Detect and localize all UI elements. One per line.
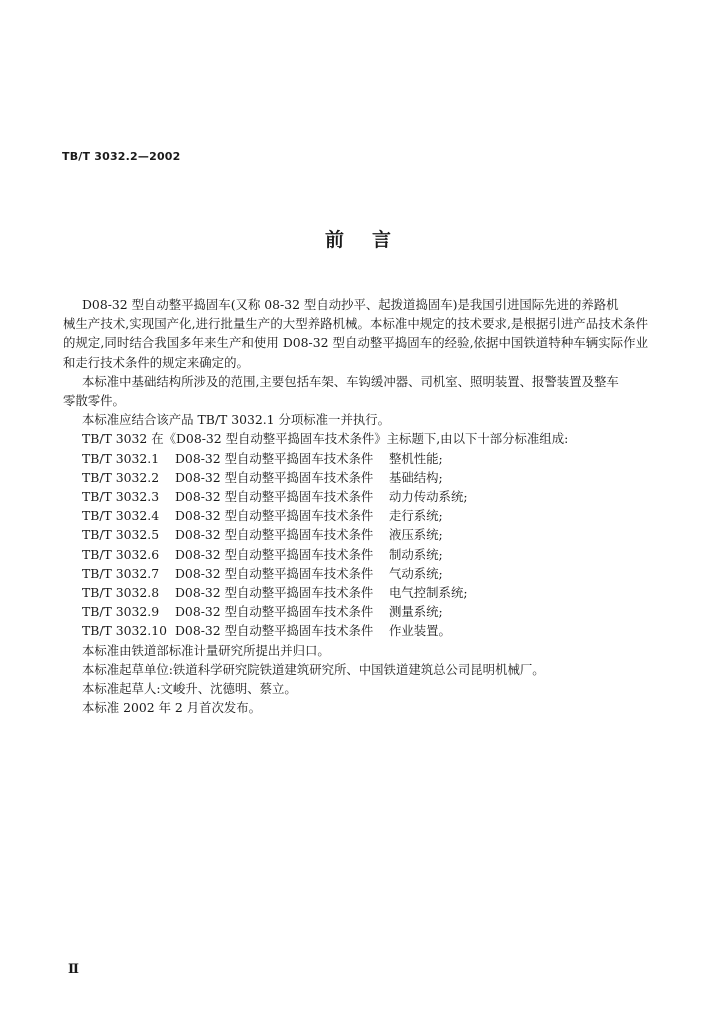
page-number: Ⅱ xyxy=(68,962,79,977)
paragraph-scope-rest: 零散零件。 xyxy=(63,393,125,409)
standard-name: D08-32 型自动整平捣固车技术条件 xyxy=(175,450,374,466)
paragraph-related-standard: 本标准应结合该产品 TB/T 3032.1 分项标准一并执行。 xyxy=(82,412,391,428)
standards-list xyxy=(82,449,648,641)
standard-item xyxy=(82,468,648,487)
paragraph-proposer: 本标准由铁道部标准计量研究所提出并归口。 xyxy=(82,642,330,658)
standard-item xyxy=(82,583,648,602)
standard-item xyxy=(82,449,648,468)
standard-name: D08-32 型自动整平捣固车技术条件 xyxy=(175,469,374,485)
paragraph-intro-line1: D08-32 型自动整平捣固车(又称 08-32 型自动抄平、起拨道捣固车)是我国引进国际先进的养路机 xyxy=(82,297,619,312)
paragraph-drafting-units: 本标准起草单位:铁道科学研究院铁道建筑研究所、中国铁道建筑总公司昆明机械厂。 xyxy=(82,661,545,677)
standard-name: D08-32 型自动整平捣固车技术条件 xyxy=(175,489,374,505)
standard-item xyxy=(82,487,648,506)
standard-part: 走行系统; xyxy=(389,508,443,524)
standard-item xyxy=(82,602,648,621)
standard-item xyxy=(82,621,648,640)
standard-part: 电气控制系统; xyxy=(389,585,468,601)
standard-part: 整机性能; xyxy=(389,450,443,466)
document-code: TB/T 3032.2—2002 xyxy=(62,150,181,163)
standard-code: TB/T 3032.2 xyxy=(82,469,160,485)
standard-item xyxy=(82,564,648,583)
standard-code: TB/T 3032.8 xyxy=(82,585,160,601)
page-title: 前言 xyxy=(324,229,419,251)
standard-part: 液压系统; xyxy=(389,527,443,543)
paragraph-structure: TB/T 3032 在《D08-32 型自动整平捣固车技术条件》主标题下,由以下十部分标准组成: xyxy=(82,431,569,447)
standard-name: D08-32 型自动整平捣固车技术条件 xyxy=(175,585,374,601)
standard-name: D08-32 型自动整平捣固车技术条件 xyxy=(175,527,374,543)
paragraph-scope-line1: 本标准中基础结构所涉及的范围,主要包括车架、车钩缓冲器、司机室、照明装置、报警装置及整车 xyxy=(82,373,619,389)
standard-name: D08-32 型自动整平捣固车技术条件 xyxy=(175,565,374,581)
standard-part: 基础结构; xyxy=(389,469,443,485)
standard-part: 动力传动系统; xyxy=(389,489,468,505)
standard-code: TB/T 3032.10 xyxy=(82,623,167,639)
standard-code: TB/T 3032.3 xyxy=(82,489,160,505)
standard-code: TB/T 3032.1 xyxy=(82,450,160,466)
standard-part: 气动系统; xyxy=(389,565,443,581)
standard-part: 测量系统; xyxy=(389,604,443,620)
standard-code: TB/T 3032.6 xyxy=(82,546,160,562)
standard-name: D08-32 型自动整平捣固车技术条件 xyxy=(175,604,374,620)
paragraph-drafters: 本标准起草人:文峻升、沈德明、蔡立。 xyxy=(82,681,297,697)
standard-code: TB/T 3032.9 xyxy=(82,604,160,620)
paragraph-intro-rest: 械生产技术,实现国产化,进行批量生产的大型养路机械。本标准中规定的技术要求,是根据引进产品技术条件的规定,同时结合我国多年来生产和使用 D08-32 型自动整平捣固车的经验,依据中国铁道特种车辆实际作业和走行技术条件的规定来确定的。 xyxy=(63,316,648,370)
standard-name: D08-32 型自动整平捣固车技术条件 xyxy=(175,546,374,562)
standard-code: TB/T 3032.7 xyxy=(82,565,160,581)
standard-item xyxy=(82,545,648,564)
standard-item xyxy=(82,506,648,525)
standard-code: TB/T 3032.5 xyxy=(82,527,160,543)
foreword-body xyxy=(63,295,648,717)
standard-code: TB/T 3032.4 xyxy=(82,508,160,524)
standard-part: 作业装置。 xyxy=(389,623,451,639)
standard-name: D08-32 型自动整平捣固车技术条件 xyxy=(175,508,374,524)
standard-item xyxy=(82,525,648,544)
standard-part: 制动系统; xyxy=(389,546,443,562)
standard-name: D08-32 型自动整平捣固车技术条件 xyxy=(175,623,374,639)
paragraph-release: 本标准 2002 年 2 月首次发布。 xyxy=(82,700,262,716)
